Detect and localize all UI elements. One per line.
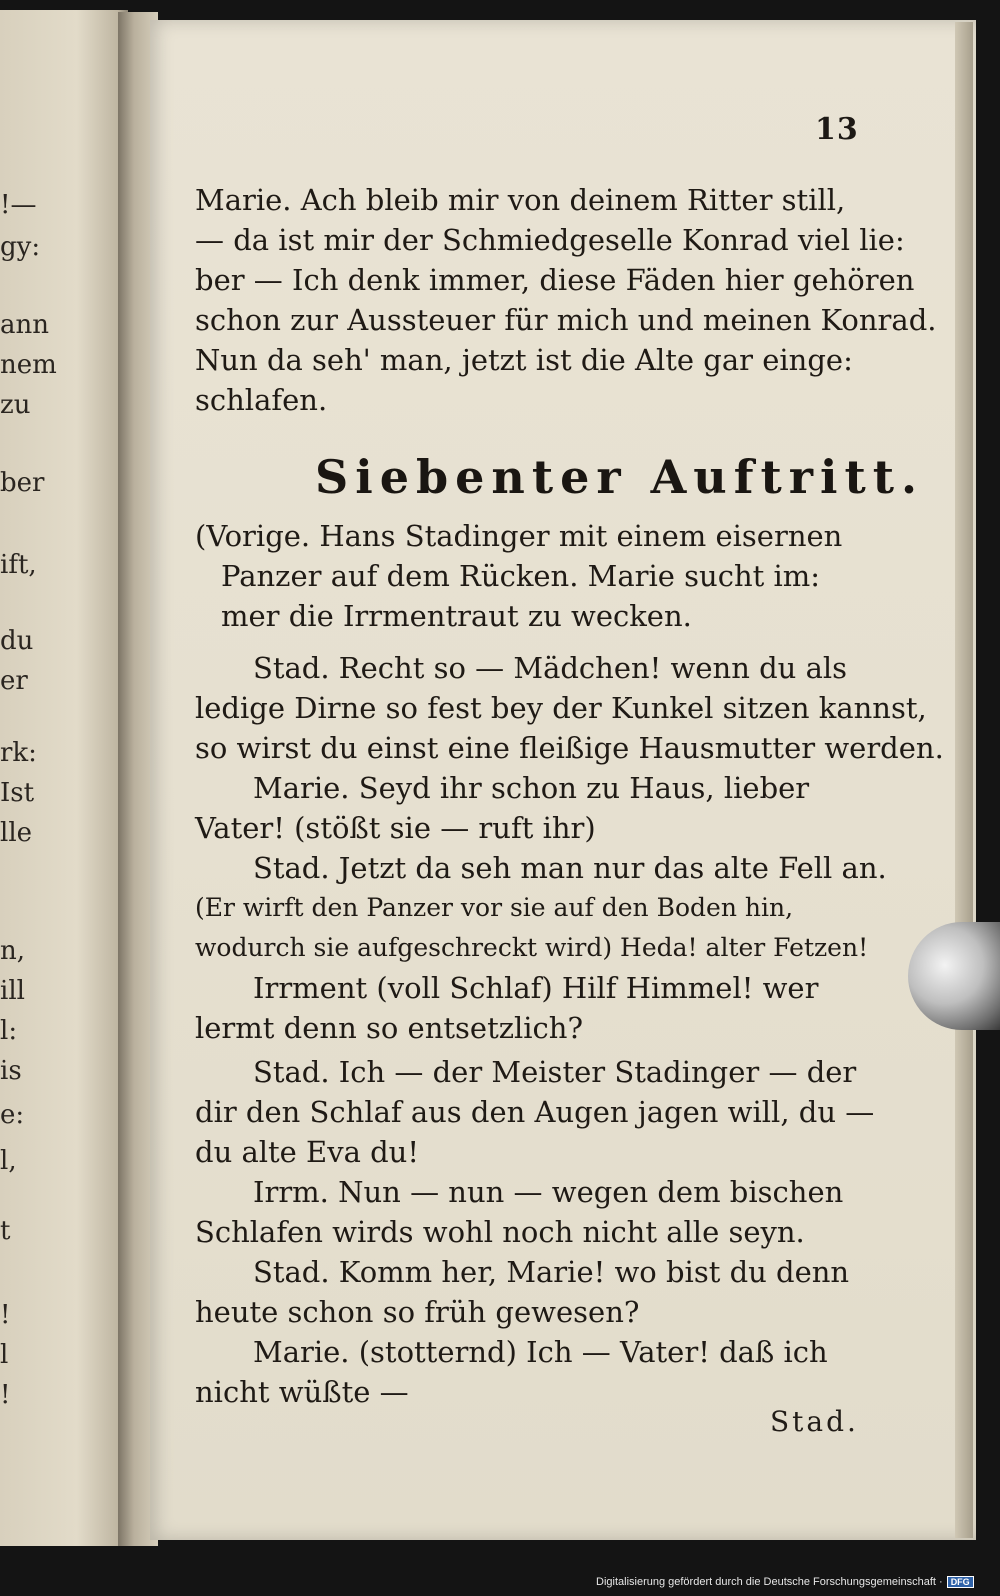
left-page-fragment: gy: [0,232,41,262]
left-page-fragment: ann [0,310,49,340]
dialogue-line: du alte Eva du! [195,1135,420,1169]
left-page [0,10,128,1546]
dfg-logo: DFG [947,1576,974,1588]
left-page-fragment: Ist [0,778,35,808]
left-page-fragment: du [0,626,34,656]
right-page [150,20,976,1540]
left-page-fragment: is [0,1056,22,1086]
dialogue-line: Stad. Jetzt da seh man nur das alte Fell an. [253,851,887,885]
text-line: Marie. Ach bleib mir von deinem Ritter still, [195,183,846,217]
dialogue-line: Stad. Komm her, Marie! wo bist du denn [253,1255,850,1289]
dialogue-line: nicht wüßte — [195,1375,409,1409]
text-line: Nun da seh' man, jetzt ist die Alte gar einge: [195,343,853,377]
left-page-fragment: ift, [0,550,37,580]
footer-credit [596,1576,974,1588]
dialogue-line: Irrment (voll Schlaf) Hilf Himmel! wer [253,971,819,1005]
page-edge [955,22,973,1538]
dialogue-line: Irrm. Nun — nun — wegen dem bischen [253,1175,844,1209]
text-line: ber — Ich denk immer, diese Fäden hier gehören [195,263,915,297]
dialogue-line: Schlafen wirds wohl noch nicht alle seyn. [195,1215,805,1249]
left-page-fragment: n, [0,936,26,966]
left-page-fragment: e: [0,1100,25,1130]
text-line: schlafen. [195,383,328,417]
stage-direction-line: Panzer auf dem Rücken. Marie sucht im: [221,559,821,593]
dialogue-line: ledige Dirne so fest bey der Kunkel sitzen kannst, [195,691,927,725]
footer-text: Digitalisierung gefördert durch die Deutsche Forschungsgemeinschaft · [596,1576,943,1588]
left-page-fragment: lle [0,818,33,848]
left-page-fragment: nem [0,350,57,380]
left-page-fragment: l: [0,1016,18,1046]
left-page-fragment: rk: [0,738,37,768]
left-page-fragment: l, [0,1146,17,1176]
scene-heading: Siebenter Auftritt. [315,450,924,504]
stage-direction-line: (Vorige. Hans Stadinger mit einem eisernen [195,519,843,553]
dialogue-line: dir den Schlaf aus den Augen jagen will, du — [195,1095,875,1129]
text-line: schon zur Aussteuer für mich und meinen Konrad. [195,303,937,337]
left-page-fragment: ! [0,1300,11,1330]
stage-direction-line: mer die Irrmentraut zu wecken. [221,599,692,633]
left-page-fragment: ber [0,468,45,498]
left-page-fragment: t [0,1216,11,1246]
dialogue-line: wodurch sie aufgeschreckt wird) Heda! alter Fetzen! [195,933,869,962]
left-page-fragment: l [0,1340,9,1370]
dialogue-line: Vater! (stößt sie — ruft ihr) [195,811,596,845]
dialogue-line: Stad. Ich — der Meister Stadinger — der [253,1055,857,1089]
dialogue-line: Marie. (stotternd) Ich — Vater! daß ich [253,1335,828,1369]
left-page-fragment: er [0,666,28,696]
dialogue-line: Marie. Seyd ihr schon zu Haus, lieber [253,771,810,805]
page-number: 13 [815,112,859,147]
text-line: — da ist mir der Schmiedgeselle Konrad viel lie: [195,223,905,257]
left-page-fragment: ill [0,976,25,1006]
catchword: Stad. [770,1405,859,1438]
dialogue-line: so wirst du einst eine fleißige Hausmutter werden. [195,731,944,765]
left-page-fragment: zu [0,390,31,420]
dialogue-line: Stad. Recht so — Mädchen! wenn du als [253,651,848,685]
left-page-fragment: ! [0,1380,11,1410]
dialogue-line: (Er wirft den Panzer vor sie auf den Boden hin, [195,893,794,922]
left-page-fragment: !— [0,190,37,220]
dialogue-line: lermt denn so entsetzlich? [195,1011,584,1045]
dialogue-line: heute schon so früh gewesen? [195,1295,640,1329]
